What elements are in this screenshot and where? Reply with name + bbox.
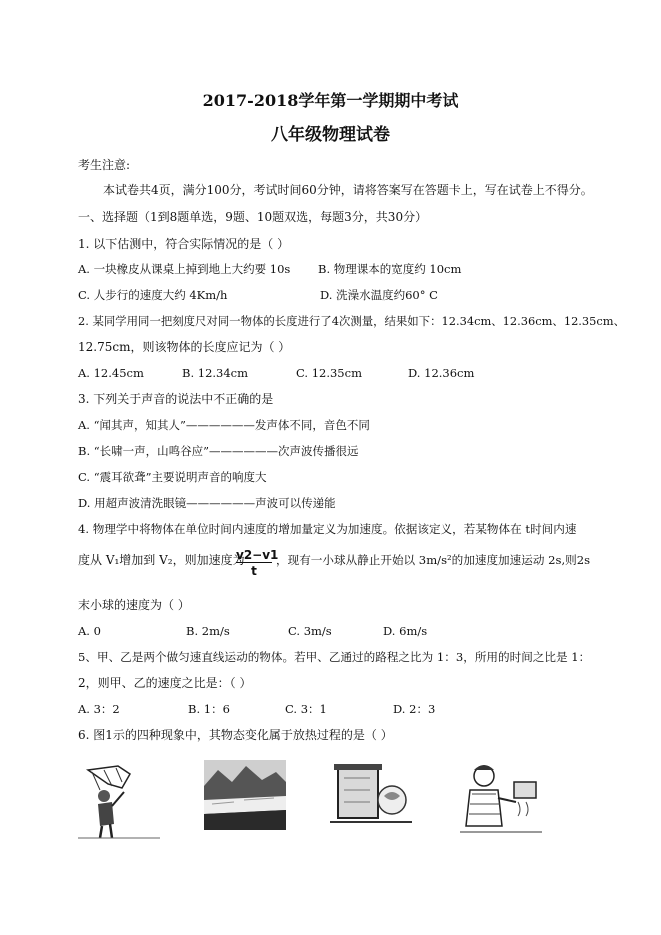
q2-stem-line1: 2. 某同学用同一把刻度尺对同一物体的长度进行了4次测量，结果如下：12.34cm、12.36cm、12.35cm、 <box>78 314 625 328</box>
q2-option-d: D. 12.36cm <box>408 366 475 380</box>
q3-stem: 3. 下列关于声音的说法中不正确的是 <box>78 392 274 406</box>
figure-landscape-photo <box>204 760 286 830</box>
q4-option-b: B. 2m/s <box>186 624 230 638</box>
q2-stem-line2: 12.75cm，则该物体的长度应记为（ ） <box>78 340 291 354</box>
q2-option-c: C. 12.35cm <box>296 366 362 380</box>
q4-stem-line1: 4. 物理学中将物体在单位时间内速度的增加量定义为加速度。依据该定义，若某物体在 t时间内速 <box>78 522 577 536</box>
q5-option-d: D. 2：3 <box>393 702 436 716</box>
q3-option-b: B. “长啸一声，山鸣谷应”——————次声波传播很远 <box>78 444 359 458</box>
figure-window-glass <box>330 760 412 832</box>
q3-option-a: A. “闻其声，知其人”——————发声体不同，音色不同 <box>78 418 370 432</box>
q4-stem-line2a: 度从 V₁增加到 V₂，则加速度为 <box>78 553 245 567</box>
section-heading: 一、选择题（1到8题单选，9题、10题双选，每题3分，共30分） <box>78 210 428 224</box>
q5-stem-line2: 2，则甲、乙的速度之比是：（ ） <box>78 676 252 690</box>
q2-option-b: B. 12.34cm <box>182 366 249 380</box>
q5-option-c: C. 3：1 <box>285 702 327 716</box>
figure-person-windy <box>78 760 160 840</box>
q1-option-a: A. 一块橡皮从课桌上掉到地上大约要 10s <box>78 262 291 276</box>
formula-numerator: v2−v1 <box>236 548 279 562</box>
q4-option-d: D. 6m/s <box>383 624 428 638</box>
exam-subtitle: 八年级物理试卷 <box>271 125 390 145</box>
q5-stem-line1: 5、甲、乙是两个做匀速直线运动的物体。若甲、乙通过的路程之比为 1：3，所用的时间之比是 1： <box>78 650 591 664</box>
q1-stem: 1. 以下估测中，符合实际情况的是（ ） <box>78 237 290 251</box>
figure-boy-drying-hands <box>460 760 542 840</box>
q1-option-b: B. 物理课本的宽度约 10cm <box>318 262 462 276</box>
q2-option-a: A. 12.45cm <box>78 366 144 380</box>
notice-text: 本试卷共4页，满分100分，考试时间60分钟，请将答案写在答题卡上，写在试卷上不得分。 <box>103 183 593 197</box>
notice-heading: 考生注意: <box>78 158 131 172</box>
q1-option-d: D. 洗澡水温度约60° C <box>320 288 438 302</box>
q5-option-a: A. 3：2 <box>78 702 120 716</box>
q5-option-b: B. 1：6 <box>188 702 230 716</box>
q3-option-c: C. “震耳欲聋”主要说明声音的响度大 <box>78 470 267 484</box>
formula-denominator: t <box>251 564 257 578</box>
q6-stem: 6. 图1示的四种现象中，其物态变化属于放热过程的是（ ） <box>78 728 393 742</box>
acceleration-formula <box>236 548 279 579</box>
q3-option-d: D. 用超声波清洗眼镜——————声波可以传递能 <box>78 496 336 510</box>
q4-option-c: C. 3m/s <box>288 624 332 638</box>
q4-stem-line3: 末小球的速度为（ ） <box>78 598 190 612</box>
q4-stem-line2b: ，现有一小球从静止开始以 3m/s²的加速度加速运动 2s,则2s <box>276 553 591 567</box>
exam-title: 2017-2018学年第一学期期中考试 <box>202 91 459 110</box>
q1-option-c: C. 人步行的速度大约 4Km/h <box>78 288 228 302</box>
q4-option-a: A. 0 <box>78 624 101 638</box>
